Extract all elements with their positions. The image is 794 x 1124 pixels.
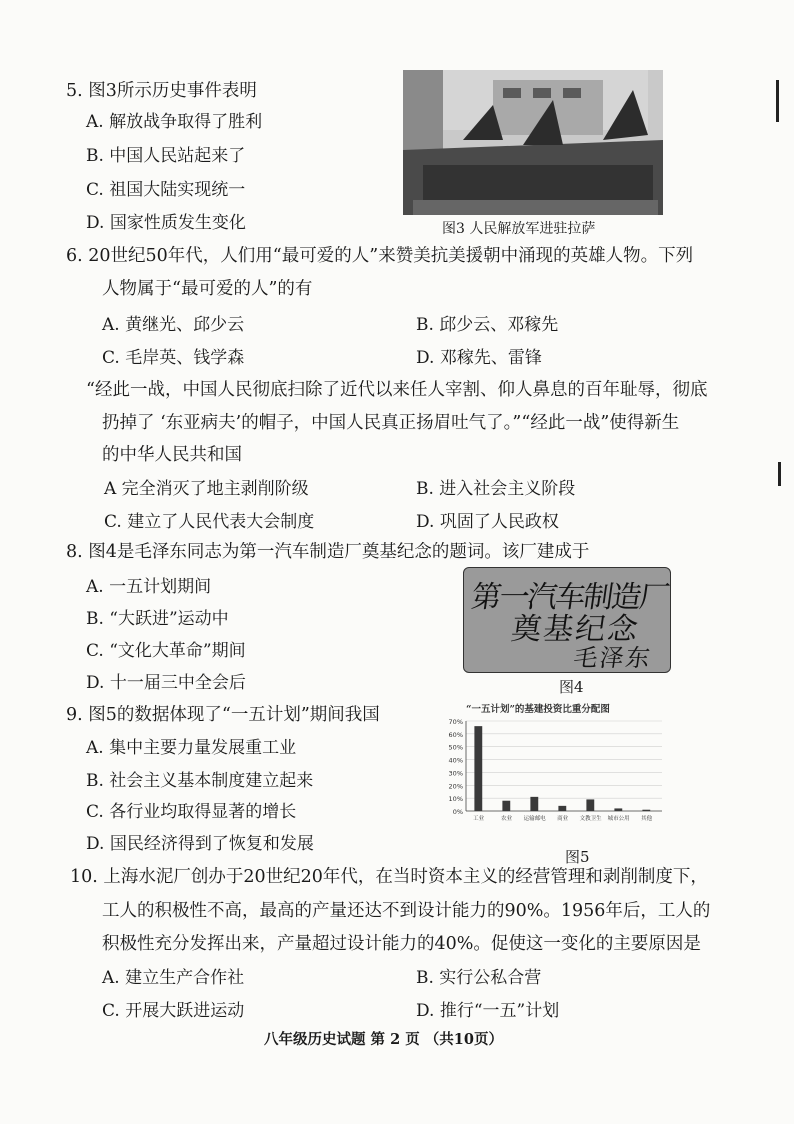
q5-option-c: C. 祖国大陆实现统一 xyxy=(86,180,246,200)
chart-xtick-label: 农业 xyxy=(501,816,513,822)
q9-option-d: D. 国民经济得到了恢复和发展 xyxy=(86,834,314,854)
inscription-line2: 奠基纪念 xyxy=(509,612,642,647)
q5-option-b: B. 中国人民站起来了 xyxy=(86,146,246,166)
q10-option-b: B. 实行公私合营 xyxy=(416,968,542,988)
chart-bar xyxy=(530,797,538,811)
q10-line1: 10. 上海水泥厂创办于20世纪20年代，在当时资本主义的经营管理和剥削制度下， xyxy=(70,867,708,887)
q9-stem: 9. 图5的数据体现了“一五计划”期间我国 xyxy=(66,705,380,725)
chart-xtick-label: 商业 xyxy=(557,816,569,822)
chart-ytick-label: 40% xyxy=(448,756,463,765)
q10-option-d: D. 推行“一五”计划 xyxy=(416,1001,560,1021)
q8-option-b: B. “大跃进”运动中 xyxy=(86,609,229,629)
chart-ytick-label: 20% xyxy=(448,782,463,791)
page-footer: 八年级历史试题 第 2 页 （共10页） xyxy=(264,1031,503,1048)
q10-option-c: C. 开展大跃进运动 xyxy=(102,1001,245,1021)
figure-3-photo xyxy=(403,70,663,215)
q6-stem-line1: 6. 20世纪50年代，人们用“最可爱的人”来赞美抗美援朝中涌现的英雄人物。下列 xyxy=(66,246,694,266)
q10-option-a: A. 建立生产合作社 xyxy=(102,968,245,988)
q6-stem-line2: 人物属于“最可爱的人”的有 xyxy=(102,279,313,299)
figure-5-chart xyxy=(440,701,670,846)
q6-option-c: C. 毛岸英、钱学森 xyxy=(102,348,245,368)
q8-option-a: A. 一五计划期间 xyxy=(86,577,212,597)
scan-edge-mark-top xyxy=(776,80,779,122)
q7-option-b: B. 进入社会主义阶段 xyxy=(416,479,576,499)
q9-option-b: B. 社会主义基本制度建立起来 xyxy=(86,771,314,791)
chart-xtick-label: 工业 xyxy=(473,816,485,822)
figure-4-inscription xyxy=(463,567,671,673)
chart-bar xyxy=(502,801,510,811)
q7-option-c: C. 建立了人民代表大会制度 xyxy=(104,512,315,532)
q7-option-a: A 完全消灭了地主剥削阶级 xyxy=(104,479,309,499)
chart-ytick-label: 60% xyxy=(448,730,463,739)
figure-5-caption: 图5 xyxy=(565,848,590,866)
q6-option-d: D. 邓稼先、雷锋 xyxy=(416,348,542,368)
inscription-signature: 毛泽东 xyxy=(571,644,654,672)
chart-xtick-label: 文教卫生 xyxy=(579,816,602,822)
q10-line3: 积极性充分发挥出来，产量超过设计能力的40%。促使这一变化的主要原因是 xyxy=(102,934,701,954)
chart-bar xyxy=(614,808,622,811)
q7-line3: 的中华人民共和国 xyxy=(102,445,242,465)
q6-option-b: B. 邱少云、邓稼先 xyxy=(416,315,559,335)
chart-bar xyxy=(586,799,594,811)
q5-option-a: A. 解放战争取得了胜利 xyxy=(86,112,263,132)
q8-option-d: D. 十一届三中全会后 xyxy=(86,673,246,693)
q10-line2: 工人的积极性不高，最高的产量还达不到设计能力的90%。1956年后，工人的 xyxy=(102,901,711,921)
chart-ytick-label: 0% xyxy=(452,808,463,816)
chart-ytick-label: 10% xyxy=(448,795,463,804)
q5-option-d: D. 国家性质发生变化 xyxy=(86,213,246,233)
q8-stem: 8. 图4是毛泽东同志为第一汽车制造厂奠基纪念的题词。该厂建成于 xyxy=(66,542,590,562)
chart-xtick-label: 城市公用 xyxy=(607,816,630,822)
q9-option-a: A. 集中主要力量发展重工业 xyxy=(86,738,297,758)
chart-plot xyxy=(440,715,670,847)
chart-title: “一五计划”的基建投资比重分配图 xyxy=(466,704,610,715)
chart-ytick-label: 50% xyxy=(448,743,463,752)
scan-edge-mark-bottom xyxy=(778,462,781,486)
lhasa-march-photo xyxy=(403,70,663,215)
q7-option-d: D. 巩固了人民政权 xyxy=(416,512,559,532)
q8-option-c: C. “文化大革命”期间 xyxy=(86,641,246,661)
figure-3-caption: 图3 人民解放军进驻拉萨 xyxy=(442,221,596,237)
q5-stem: 5. 图3所示历史事件表明 xyxy=(66,81,257,101)
chart-ytick-label: 30% xyxy=(448,769,463,778)
chart-ytick-label: 70% xyxy=(448,718,463,726)
chart-xtick-label: 运输邮电 xyxy=(523,816,546,822)
q9-option-c: C. 各行业均取得显著的增长 xyxy=(86,802,297,822)
inscription-line1: 第一汽车制造厂 xyxy=(469,580,670,615)
chart-xtick-label: 其他 xyxy=(641,816,653,822)
chart-bar xyxy=(558,806,566,811)
q7-line2: 扔掉了 ‘东亚病夫’的帽子，中国人民真正扬眉吐气了。”“经此一战”使得新生 xyxy=(102,413,680,433)
q6-option-a: A. 黄继光、邱少云 xyxy=(102,315,245,335)
chart-bar xyxy=(642,810,650,811)
chart-bar xyxy=(474,726,482,811)
figure-4-caption: 图4 xyxy=(559,678,584,696)
q7-line1: “经此一战，中国人民彻底扫除了近代以来任人宰割、仰人鼻息的百年耻辱，彻底 xyxy=(86,380,708,400)
